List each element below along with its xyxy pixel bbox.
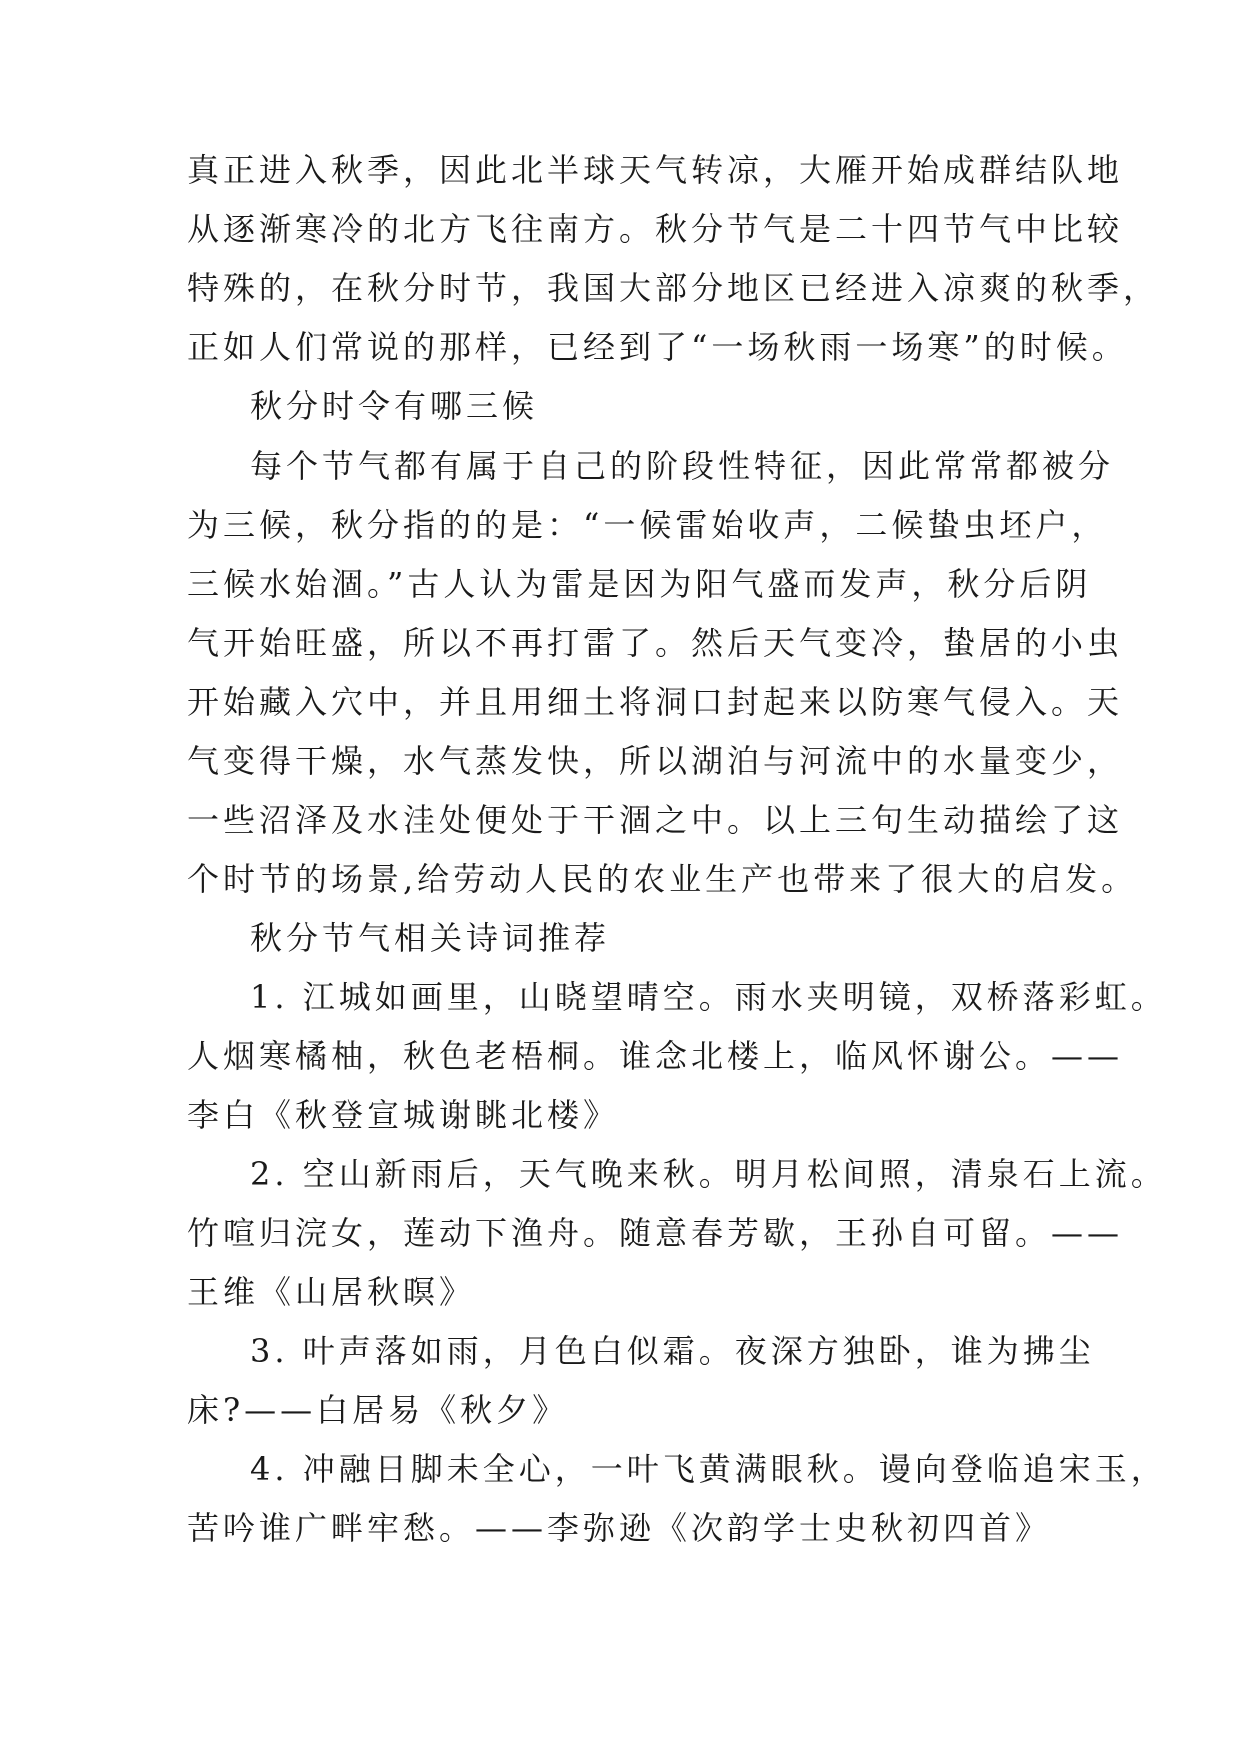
paragraph-line: 三候水始涸。”古人认为雷是因为阳气盛而发声，秋分后阴 xyxy=(187,565,1092,603)
paragraph-line: 为三候，秋分指的的是：“一候雷始收声，二候蛰虫坯户， xyxy=(187,506,1108,544)
paragraph-line: 从逐渐寒冷的北方飞往南方。秋分节气是二十四节气中比较 xyxy=(187,210,1124,248)
poem-line: 1. 江城如画里，山晓望晴空。雨水夹明镜，双桥落彩虹。 xyxy=(250,978,1167,1016)
poem-line: 竹喧归浣女，莲动下渔舟。随意春芳歇，王孙自可留。—— xyxy=(187,1214,1124,1252)
paragraph-line: 一些沼泽及水洼处便处于干涸之中。以上三句生动描绘了这 xyxy=(187,801,1124,839)
poem-attribution: 王维《山居秋暝》 xyxy=(187,1273,476,1311)
poem-attribution: 李白《秋登宣城谢眺北楼》 xyxy=(187,1096,620,1134)
paragraph-line: 特殊的，在秋分时节，我国大部分地区已经进入凉爽的秋季， xyxy=(187,269,1160,307)
section-heading: 秋分时令有哪三候 xyxy=(250,387,539,425)
paragraph-line: 每个节气都有属于自己的阶段性特征，因此常常都被分 xyxy=(250,447,1115,485)
poem-line: 2. 空山新雨后，天气晚来秋。明月松间照，清泉石上流。 xyxy=(250,1155,1167,1193)
poem-line: 4. 冲融日脚未全心，一叶飞黄满眼秋。谩向登临追宋玉， xyxy=(250,1450,1167,1488)
poem-line: 人烟寒橘柚，秋色老梧桐。谁念北楼上，临风怀谢公。—— xyxy=(187,1037,1124,1075)
paragraph-line: 开始藏入穴中，并且用细土将洞口封起来以防寒气侵入。天 xyxy=(187,683,1124,721)
paragraph-line: 个时节的场景,给劳动人民的农业生产也带来了很大的启发。 xyxy=(187,860,1138,898)
paragraph-line: 气开始旺盛，所以不再打雷了。然后天气变冷，蛰居的小虫 xyxy=(187,624,1124,662)
paragraph-line: 正如人们常说的那样，已经到了“一场秋雨一场寒”的时候。 xyxy=(187,328,1128,366)
poem-attribution: 床?——白居易《秋夕》 xyxy=(187,1391,569,1429)
paragraph-line: 真正进入秋季，因此北半球天气转凉，大雁开始成群结队地 xyxy=(187,151,1124,189)
poem-line: 3. 叶声落如雨，月色白似霜。夜深方独卧，谁为拂尘 xyxy=(250,1332,1095,1370)
poem-attribution: 苦吟谁广畔牢愁。——李弥逊《次韵学士史秋初四首》 xyxy=(187,1509,1052,1547)
section-heading: 秋分节气相关诗词推荐 xyxy=(250,919,611,957)
paragraph-line: 气变得干燥，水气蒸发快，所以湖泊与河流中的水量变少， xyxy=(187,742,1124,780)
